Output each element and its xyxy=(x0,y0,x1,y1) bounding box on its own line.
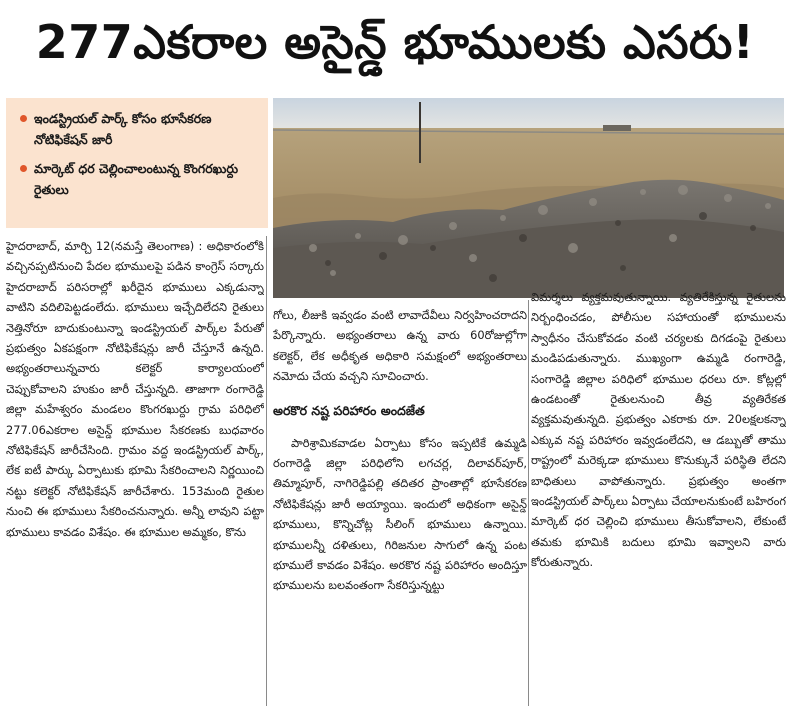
highlight-item: ఇండస్ట్రియల్ పార్క్ కోసం భూసేకరణ నోటిఫికేషన్ జారీ xyxy=(20,108,260,150)
article-column-2 xyxy=(273,305,527,705)
body-paragraph: గోలు, లీజుకి ఇవ్వడం వంటి లావాదేవీలు నిర్వహించరాదని పేర్కొన్నారు. అభ్యంతరాలు ఉన్న వారు 60రోజుల్లోగా కలెక్టర్, లేక అధీకృత అధికారి సమక్షంలో అభ్యంతరాలు నమోదు చేయ వచ్చని సూచించారు. xyxy=(273,308,527,384)
article-column-3 xyxy=(531,287,786,707)
body-paragraph: విమర్శలు వ్యక్తమవుతున్నాయి. వ్యతిరేకిస్తున్న రైతులను నిర్బంధించడం, పోలీసుల సహాయంతో భూములను స్వాధీనం చేసుకోవడం వంటి చర్యలకు దిగడంపై రైతులు మండిపడుతున్నారు. ముఖ్యంగా ఉమ్మడి రంగారెడ్డి, సంగారెడ్డి జిల్లాల పరిధిలో భూముల ధరలు రూ. కోట్లల్లో ఉండటంతో రైతులనుంచి తీవ్ర వ్యతిరేకత వ్యక్తమవుతున్నది. ప్రభుత్వం ఎకరాకు రూ. 20లక్షలకన్నా ఎక్కువ నష్ట పరిహారం ఇవ్వడంలేదని, ఆ డబ్బుతో తాము రాష్ట్రంలో మరెక్కడా భూములు కొనుక్కునే పరిస్థితి లేదని బాధితులు వాపోతున్నారు. ప్రభుత్వం అంతగా ఇండస్ట్రియల్ పార్క్‌లు ఏర్పాటు చేయాలనుకుంటే బహిరంగ మార్కెట్ ధర చెల్లించి భూములు తీసుకోవాలని, లేకుంటే తమకు భూమికి బదులు భూమి ఇవ్వాలని వారు కోరుతున్నారు. xyxy=(531,290,786,570)
highlight-item: మార్కెట్ ధర చెల్లించాలంటున్న కొంగరఖుర్దు రైతులు xyxy=(20,158,260,200)
photo-illustration xyxy=(273,98,784,298)
field-with-rock-heap-photo xyxy=(273,98,784,298)
section-subheading: అరకొర నష్ట పరిహారం అందజేత xyxy=(273,402,425,418)
body-paragraph: పారిశ్రామికవాడల ఏర్పాటు కోసం ఇప్పటికే ఉమ్మడి రంగారెడ్డి జిల్లా పరిధిలోని లగచర్ల, దిలావర్‌పూర్, తిమ్మాపూర్, నాగిరెడ్డిపల్లి తదితర ప్రాంతాల్లో భూసేకరణ నోటిఫికేషన్లు జారీ అయ్యాయి. ఇందులో అధికంగా అసైన్డ్ భూములు, కొన్నిచోట్ల సీలింగ్ భూములు ఉన్నాయి. భూములన్నీ దళితులు, గిరిజనుల సాగులో ఉన్న పంట భూములే కావడం విశేషం. అరకొర నష్ట పరిహారం అందిస్తూ భూములను బలవంతంగా సేకరిస్తున్నట్టు xyxy=(273,435,527,593)
article-column-1 xyxy=(6,236,264,706)
headline: 277ఎకరాల అసైన్డ్ భూములకు ఎసరు! xyxy=(35,15,755,69)
highlights-box xyxy=(6,98,268,228)
body-paragraph: హైదరాబాద్, మార్చి 12(నమస్తే తెలంగాణ) : అధికారంలోకి వచ్చినప్పటినుంచి పేదల భూములపై పడిన కాంగ్రెస్ సర్కారు హైదరాబాద్ పరిసరాల్లో ఖరీదైన భూములు ఎక్కడున్నా వాటిని వదిలిపెట్టడంలేదు. భూములు ఇచ్చేదిలేదని రైతులు నెత్తినోరూ బాదుకుంటున్నా ఇండస్ట్రియల్ పార్క్‌ల పేరుతో ప్రభుత్వం ఏకపక్షంగా నోటిఫికేషన్లు జారీ చేస్తూనే ఉన్నది. అభ్యంతరాలున్నవారు కలెక్టర్ కార్యాలయంలో చెప్పుకోవాలని హుకుం జారీ చేస్తున్నది. తాజాగా రంగారెడ్డి జిల్లా మహేశ్వరం మండలం కొంగరఖుర్దు గ్రామ పరిధిలో 277.06ఎకరాల అసైన్డ్ భూముల సేకరణకు బుధవారం నోటిఫికేషన్ జారీచేసింది. గ్రామం వద్ద ఇండస్ట్రియల్ పార్క్, లేక ఐటీ పార్కు ఏర్పాటుకు భూమి సేకరించాలని నిర్ణయించి నట్టు కలెక్టర్ నోటిఫికేషన్ జారీచేశారు. 153మంది రైతుల నుంచి ఈ భూములు సేకరించనున్నారు. అన్నీ లావుని పట్టా భూములు కావడం విశేషం. ఈ భూముల అమ్మకం, కొను xyxy=(6,239,264,539)
column-divider xyxy=(266,236,267,706)
column-divider xyxy=(528,300,529,706)
highlights-list xyxy=(20,108,260,200)
